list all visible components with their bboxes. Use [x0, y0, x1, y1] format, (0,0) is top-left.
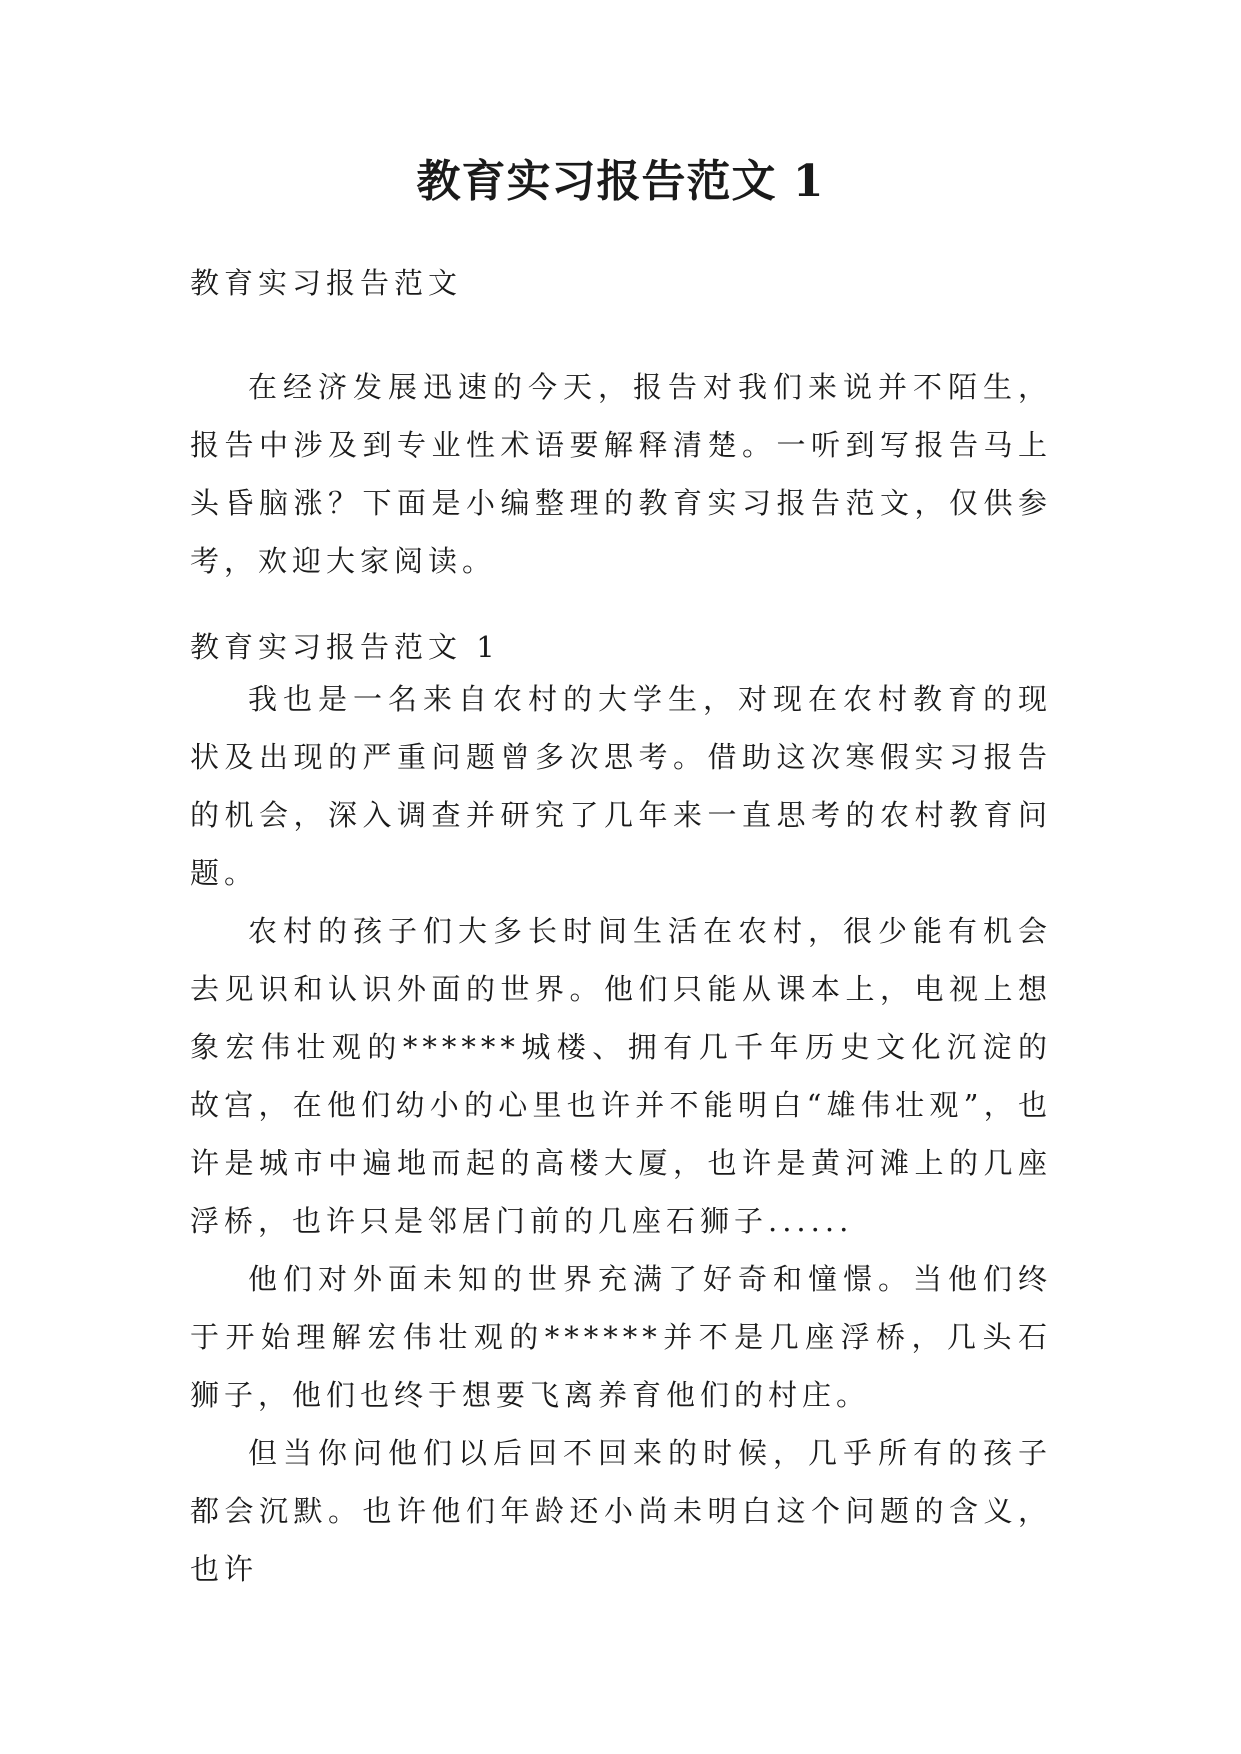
body-paragraph: 我也是一名来自农村的大学生，对现在农村教育的现状及出现的严重问题曾多次思考。借助这次寒假实习报告的机会，深入调查并研究了几年来一直思考的农村教育问题。	[190, 682, 1052, 890]
intro-paragraph: 在经济发展迅速的今天，报告对我们来说并不陌生，报告中涉及到专业性术语要解释清楚。一听到写报告马上头昏脑涨？下面是小编整理的教育实习报告范文，仅供参考，欢迎大家阅读。	[190, 370, 1052, 578]
intro-paragraph-block	[190, 358, 1052, 590]
body-paragraph: 但当你问他们以后回不回来的时候，几乎所有的孩子都会沉默。也许他们年龄还小尚未明白这个问题的含义，也许	[190, 1436, 1052, 1586]
document-subtitle: 教育实习报告范文	[190, 266, 463, 300]
document-title: 教育实习报告范文 1	[416, 156, 825, 207]
body-paragraph: 他们对外面未知的世界充满了好奇和憧憬。当他们终于开始理解宏伟壮观的******并不是几座浮桥，几头石狮子，他们也终于想要飞离养育他们的村庄。	[190, 1262, 1052, 1412]
body-paragraph: 农村的孩子们大多长时间生活在农村，很少能有机会去见识和认识外面的世界。他们只能从课本上，电视上想象宏伟壮观的******城楼、拥有几千年历史文化沉淀的故宫，在他们幼小的心里也许并不能明白“雄伟壮观”，也许是城市中遍地而起的高楼大厦，也许是黄河滩上的几座浮桥，也许只是邻居门前的几座石狮子......	[190, 914, 1052, 1238]
section-heading: 教育实习报告范文 1	[190, 630, 500, 664]
body-text-block	[190, 670, 1052, 1598]
